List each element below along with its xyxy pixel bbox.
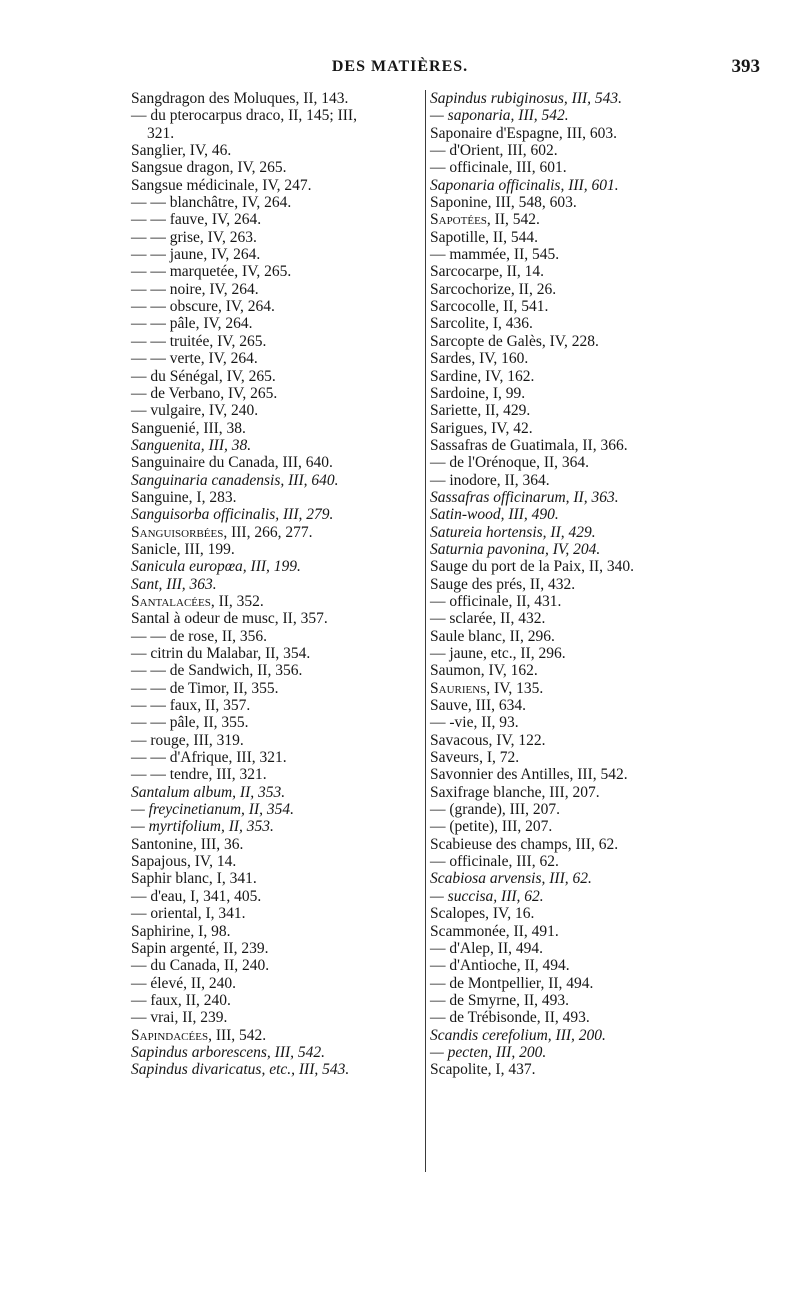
index-entry: Sauve, III, 634. [430, 697, 526, 715]
index-entry: Sarcochorize, II, 26. [430, 280, 557, 298]
index-entry: — — de Timor, II, 355. [131, 679, 279, 697]
index-entry: Scapolite, I, 437. [430, 1061, 536, 1079]
index-entry: — vulgaire, IV, 240. [131, 402, 259, 420]
index-entry: — — grise, IV, 263. [131, 228, 257, 246]
index-entry: — vrai, II, 239. [131, 1009, 228, 1027]
index-entry: Scabiosa arvensis, III, 62. [430, 870, 592, 888]
index-entry: — — verte, IV, 264. [131, 350, 258, 368]
index-entry: Saponaire d'Espagne, III, 603. [430, 124, 618, 142]
index-entry: Saxifrage blanche, III, 207. [430, 783, 600, 801]
index-entry: Sauriens, IV, 135. [430, 679, 544, 697]
index-entry: — de Smyrne, II, 493. [430, 991, 570, 1009]
index-entry: — — marquetée, IV, 265. [131, 263, 292, 281]
index-entry: — — blanchâtre, IV, 264. [131, 194, 292, 212]
index-entry: — rouge, III, 319. [131, 731, 244, 749]
index-entry: Sanguisorbées, III, 266, 277. [131, 523, 313, 541]
index-entry: — officinale, II, 431. [430, 592, 562, 610]
index-entry: Santalacées, II, 352. [131, 592, 264, 610]
index-entry: — officinale, III, 601. [430, 159, 567, 177]
index-entry: — — truitée, IV, 265. [131, 332, 267, 350]
index-entry: Sapindus rubiginosus, III, 543. [430, 90, 623, 107]
index-entry: Sanicle, III, 199. [131, 540, 235, 558]
index-entry: — succisa, III, 62. [430, 887, 544, 905]
index-entry: 321. [147, 124, 175, 142]
index-entry: Sauge du port de la Paix, II, 340. [430, 558, 635, 576]
index-entry: Saveurs, I, 72. [430, 749, 520, 767]
index-entry: — du Canada, II, 240. [131, 957, 270, 975]
index-entry: — sclarée, II, 432. [430, 610, 546, 628]
index-entry: — — jaune, IV, 264. [131, 246, 261, 264]
index-entry: — faux, II, 240. [131, 991, 231, 1009]
index-entry: Sarcocarpe, II, 14. [430, 263, 545, 281]
index-column-right [430, 90, 710, 1079]
index-entry: — oriental, I, 341. [131, 905, 246, 923]
index-entry: — d'eau, I, 341, 405. [131, 887, 262, 905]
index-entry: Sanguine, I, 283. [131, 488, 237, 506]
index-entry: — — obscure, IV, 264. [131, 298, 275, 316]
index-entry: Sapindacées, III, 542. [131, 1026, 267, 1044]
index-entry: — (petite), III, 207. [430, 818, 553, 836]
index-entry: Scammonée, II, 491. [430, 922, 559, 940]
index-entry: Sanglier, IV, 46. [131, 142, 232, 160]
index-entry: Santal à odeur de musc, II, 357. [131, 610, 328, 628]
index-entry: — citrin du Malabar, II, 354. [131, 645, 311, 662]
index-entry: — — pâle, II, 355. [131, 714, 249, 732]
index-entry: Sanguinaire du Canada, III, 640. [131, 454, 333, 472]
index-entry: — — fauve, IV, 264. [131, 211, 262, 229]
index-entry: Sardes, IV, 160. [430, 350, 529, 368]
index-entry: Scandis cerefolium, III, 200. [430, 1026, 606, 1044]
index-entry: Sangsue médicinale, IV, 247. [131, 176, 312, 194]
index-entry: Sarcolite, I, 436. [430, 315, 533, 333]
index-entry: — pecten, III, 200. [430, 1043, 547, 1061]
index-entry: Santonine, III, 36. [131, 835, 244, 853]
index-entry: — — faux, II, 357. [131, 697, 251, 715]
index-entry: Sanguisorba officinalis, III, 279. [131, 506, 334, 524]
index-entry: Satin-wood, III, 490. [430, 506, 559, 524]
index-entry: Sanguenita, III, 38. [131, 436, 252, 454]
index-entry: Sariette, II, 429. [430, 402, 531, 420]
index-entry: — saponaria, III, 542. [430, 107, 569, 125]
running-head: DES MATIÈRES. [331, 58, 469, 75]
index-entry: Sarcopte de Galès, IV, 228. [430, 332, 599, 350]
index-entry: Scalopes, IV, 16. [430, 905, 535, 923]
index-entry: Saphirine, I, 98. [131, 922, 231, 940]
index-entry: Sarcocolle, II, 541. [430, 298, 549, 316]
index-entry: — du Sénégal, IV, 265. [131, 367, 276, 385]
index-entry: Saumon, IV, 162. [430, 662, 538, 680]
index-entry: — de Verbano, IV, 265. [131, 384, 278, 402]
index-entry: Sanguenié, III, 38. [131, 419, 246, 437]
index-entry: Sassafras officinarum, II, 363. [430, 488, 619, 506]
index-entry: — inodore, II, 364. [430, 471, 550, 489]
index-entry: — d'Antioche, II, 494. [430, 957, 570, 975]
index-entry: Sangsue dragon, IV, 265. [131, 159, 287, 177]
index-entry: — de Trébisonde, II, 493. [430, 1009, 590, 1027]
index-entry: Saule blanc, II, 296. [430, 627, 555, 645]
index-entry: Sapin argenté, II, 239. [131, 939, 269, 957]
index-entry: — officinale, III, 62. [430, 853, 559, 871]
index-entry: Scabieuse des champs, III, 62. [430, 835, 619, 853]
index-entry: — du pterocarpus draco, II, 145; III, [131, 107, 357, 125]
index-entry: — myrtifolium, II, 353. [131, 818, 274, 836]
index-entry: Sardine, IV, 162. [430, 367, 535, 385]
index-entry: Satureia hortensis, II, 429. [430, 523, 596, 541]
index-entry: — — d'Afrique, III, 321. [131, 749, 287, 767]
index-entry: — — noire, IV, 264. [131, 280, 259, 298]
index-entry: — de Montpellier, II, 494. [430, 974, 594, 992]
index-entry: Sapotille, II, 544. [430, 228, 539, 246]
index-entry: Saponaria officinalis, III, 601. [430, 176, 619, 194]
index-entry: — jaune, etc., II, 296. [430, 645, 566, 662]
index-entry: Sangdragon des Moluques, II, 143. [131, 90, 349, 107]
index-entry: Savacous, IV, 122. [430, 731, 546, 749]
index-entry: Saphir blanc, I, 341. [131, 870, 257, 888]
index-entry: Savonnier des Antilles, III, 542. [430, 766, 628, 784]
index-entry: — d'Orient, III, 602. [430, 142, 558, 160]
index-entry: Sapindus arborescens, III, 542. [131, 1043, 326, 1061]
index-entry: Sanguinaria canadensis, III, 640. [131, 471, 339, 489]
index-entry: — freycinetianum, II, 354. [131, 801, 294, 819]
index-entry: Sapotées, II, 542. [430, 211, 540, 229]
index-entry: Sapajous, IV, 14. [131, 853, 237, 871]
index-entry: Sassafras de Guatimala, II, 366. [430, 436, 628, 454]
index-entry: Sauge des prés, II, 432. [430, 575, 576, 593]
index-entry: Saturnia pavonina, IV, 204. [430, 540, 601, 558]
page-number: 393 [731, 56, 760, 77]
index-entry: — (grande), III, 207. [430, 801, 560, 819]
index-entry: Santalum album, II, 353. [131, 783, 286, 801]
index-entry: Saponine, III, 548, 603. [430, 194, 577, 212]
index-entry: — de l'Orénoque, II, 364. [430, 454, 590, 472]
index-entry: Sardoine, I, 99. [430, 384, 526, 402]
index-entry: — mammée, II, 545. [430, 246, 560, 264]
column-divider [425, 90, 426, 1172]
index-entry: — élevé, II, 240. [131, 974, 237, 992]
index-entry: — — tendre, III, 321. [131, 766, 267, 784]
index-entry: — — de rose, II, 356. [131, 627, 268, 645]
index-column-left [131, 90, 431, 1079]
index-entry: Sapindus divaricatus, etc., III, 543. [131, 1061, 350, 1079]
index-entry: — -vie, II, 93. [430, 714, 519, 732]
index-entry: Sarigues, IV, 42. [430, 419, 533, 437]
index-entry: — — de Sandwich, II, 356. [131, 662, 303, 680]
index-entry: — d'Alep, II, 494. [430, 939, 543, 957]
index-entry: Sant, III, 363. [131, 575, 217, 593]
index-entry: — — pâle, IV, 264. [131, 315, 253, 333]
index-entry: Sanicula europœa, III, 199. [131, 558, 301, 576]
